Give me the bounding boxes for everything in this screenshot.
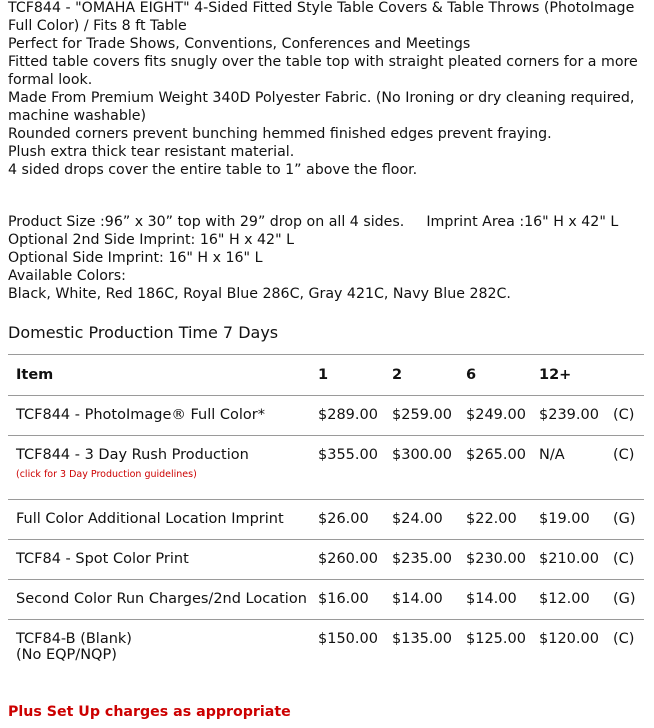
price-qty-6: $249.00 [466,407,526,423]
price-code: (C) [613,631,635,647]
price-code: (C) [613,447,635,463]
price-qty-12: $239.00 [539,407,599,423]
product-description [8,0,648,179]
price-qty-1: $26.00 [318,511,369,527]
item-subtext: (No EQP/NQP) [16,647,117,663]
price-code: (C) [613,551,635,567]
header-code [613,355,644,396]
price-qty-2: $300.00 [392,447,452,463]
item-cell: Second Color Run Charges/2nd Location [16,591,307,607]
table-row [8,500,644,540]
price-code: (G) [613,511,636,527]
table-row [8,620,644,664]
imprint-area: Imprint Area :16" H x 42" L [426,214,619,230]
side-imprint: Optional Side Imprint: 16" H x 16" L [8,250,263,266]
table-row [8,436,644,500]
production-time: Domestic Production Time 7 Days [8,323,279,342]
header-qty-1: 1 [318,367,329,383]
product-specs [8,213,648,303]
description-line: Plush extra thick tear resistant material. [8,144,295,160]
price-qty-1: $150.00 [318,631,378,647]
price-qty-12: N/A [539,447,565,463]
pricing-table [8,354,644,663]
price-code: (C) [613,407,635,423]
price-qty-6: $230.00 [466,551,526,567]
description-line: 4 sided drops cover the entire table to 1” above the floor. [8,162,418,178]
table-row [8,580,644,620]
item-cell [8,620,318,664]
table-header-row [8,355,644,396]
header-item: Item [16,367,54,383]
price-qty-2: $235.00 [392,551,452,567]
header-qty-6: 6 [466,367,477,383]
size-line [8,213,648,231]
rush-guidelines-link[interactable]: (click for 3 Day Production guidelines) [16,469,197,480]
price-qty-1: $16.00 [318,591,369,607]
price-qty-12: $120.00 [539,631,599,647]
header-qty-2: 2 [392,367,403,383]
price-qty-6: $265.00 [466,447,526,463]
item-name: TCF844 - 3 Day Rush Production [16,447,249,463]
header-qty-12: 12+ [539,367,572,383]
price-qty-12: $19.00 [539,511,590,527]
item-name: TCF84-B (Blank) [16,631,132,647]
price-qty-2: $14.00 [392,591,443,607]
price-qty-2: $259.00 [392,407,452,423]
table-row [8,396,644,436]
item-cell: Full Color Additional Location Imprint [16,511,284,527]
description-line: Rounded corners prevent bunching hemmed finished edges prevent fraying. [8,126,552,142]
price-qty-2: $24.00 [392,511,443,527]
colors-label: Available Colors: [8,268,126,284]
second-side-imprint: Optional 2nd Side Imprint: 16" H x 42" L [8,232,295,248]
price-qty-6: $14.00 [466,591,517,607]
item-cell [8,436,318,500]
description-line: Fitted table covers fits snugly over the table top with straight pleated corners for a more formal look. [8,54,638,88]
table-row [8,540,644,580]
item-cell: TCF84 - Spot Color Print [16,551,189,567]
product-size: Product Size :96” x 30” top with 29” drop on all 4 sides. [8,214,405,230]
price-code: (G) [613,591,636,607]
setup-charges-note: Plus Set Up charges as appropriate [8,704,291,720]
item-cell: TCF844 - PhotoImage® Full Color* [16,407,265,423]
colors-list: Black, White, Red 186C, Royal Blue 286C, Gray 421C, Navy Blue 282C. [8,286,511,302]
price-qty-1: $355.00 [318,447,378,463]
description-line: Perfect for Trade Shows, Conventions, Conferences and Meetings [8,36,471,52]
price-qty-12: $210.00 [539,551,599,567]
price-qty-2: $135.00 [392,631,452,647]
price-qty-6: $125.00 [466,631,526,647]
price-qty-6: $22.00 [466,511,517,527]
price-qty-1: $260.00 [318,551,378,567]
price-qty-1: $289.00 [318,407,378,423]
description-line: Made From Premium Weight 340D Polyester Fabric. (No Ironing or dry cleaning required, machine washable) [8,90,635,124]
product-title: TCF844 - "OMAHA EIGHT" 4-Sided Fitted Style Table Covers & Table Throws (PhotoImage Full Color) / Fits 8 ft Table [8,0,635,34]
price-qty-12: $12.00 [539,591,590,607]
